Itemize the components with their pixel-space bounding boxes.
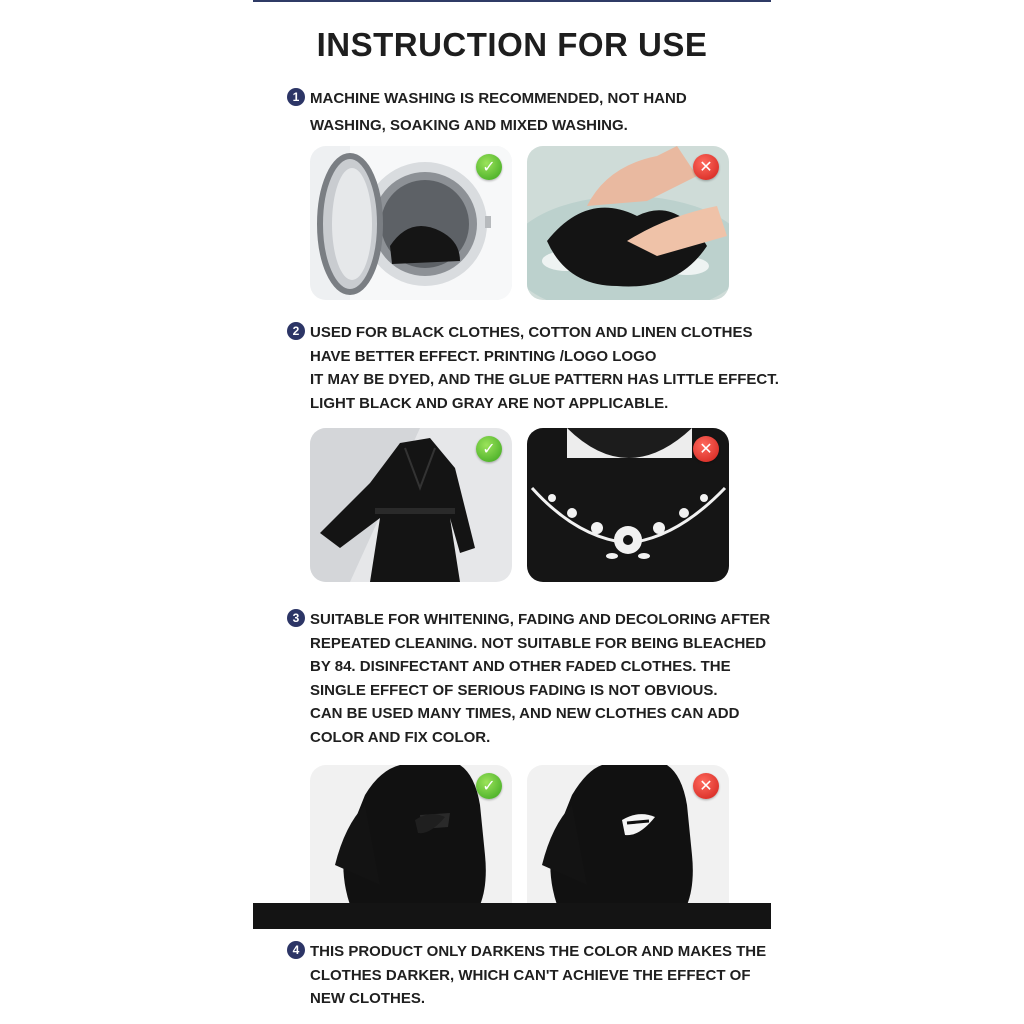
step-text xyxy=(310,321,779,415)
check-icon: ✓ xyxy=(476,154,502,180)
black-fabric-strip xyxy=(253,903,771,929)
step-line: CLOTHES DARKER, WHICH CAN'T ACHIEVE THE EFFECT OF xyxy=(310,966,751,984)
hoodie-faded-logo-image xyxy=(310,765,512,905)
cross-icon: ✕ xyxy=(693,154,719,180)
top-divider xyxy=(253,0,771,2)
step-line: LIGHT BLACK AND GRAY ARE NOT APPLICABLE. xyxy=(310,394,669,412)
step-line: NEW CLOTHES. xyxy=(310,990,425,1007)
hand-washing-image xyxy=(527,146,729,300)
washing-machine-image xyxy=(310,146,512,300)
step-number-badge: 1 xyxy=(287,88,305,106)
step-number-badge: 2 xyxy=(287,322,305,340)
black-coat-image xyxy=(310,428,512,582)
cross-icon: ✕ xyxy=(693,773,719,799)
step-number-badge: 4 xyxy=(287,941,305,959)
step-line: BY 84. DISINFECTANT AND OTHER FADED CLOTHES. THE xyxy=(310,658,731,675)
check-icon: ✓ xyxy=(476,436,502,462)
step-number-badge: 3 xyxy=(287,609,305,627)
step-line: SINGLE EFFECT OF SERIOUS FADING IS NOT OBVIOUS. xyxy=(310,681,718,699)
page-title: INSTRUCTION FOR USE xyxy=(316,26,708,63)
step-line: THIS PRODUCT ONLY DARKENS THE COLOR AND MAKES THE xyxy=(310,943,767,960)
step-line: HAVE BETTER EFFECT. PRINTING /LOGO LOGO xyxy=(310,347,657,365)
step-line: WASHING, SOAKING AND MIXED WASHING. xyxy=(310,116,628,134)
step-text xyxy=(310,940,767,1011)
step-line: MACHINE WASHING IS RECOMMENDED, NOT HAND xyxy=(310,90,687,107)
step-line: SUITABLE FOR WHITENING, FADING AND DECOLORING AFTER xyxy=(310,611,771,628)
step-line: USED FOR BLACK CLOTHES, COTTON AND LINEN CLOTHES xyxy=(310,324,753,341)
check-icon: ✓ xyxy=(476,773,502,799)
hoodie-white-logo-image xyxy=(527,765,729,905)
step-line: COLOR AND FIX COLOR. xyxy=(310,728,491,746)
step-text xyxy=(310,87,760,137)
step-line: REPEATED CLEANING. NOT SUITABLE FOR BEING BLEACHED xyxy=(310,634,767,652)
embroidered-dress-image xyxy=(527,428,729,582)
step-line: CAN BE USED MANY TIMES, AND NEW CLOTHES CAN ADD xyxy=(310,705,740,722)
step-line: IT MAY BE DYED, AND THE GLUE PATTERN HAS LITTLE EFFECT. xyxy=(310,371,779,388)
step-text xyxy=(310,608,771,749)
cross-icon: ✕ xyxy=(693,436,719,462)
